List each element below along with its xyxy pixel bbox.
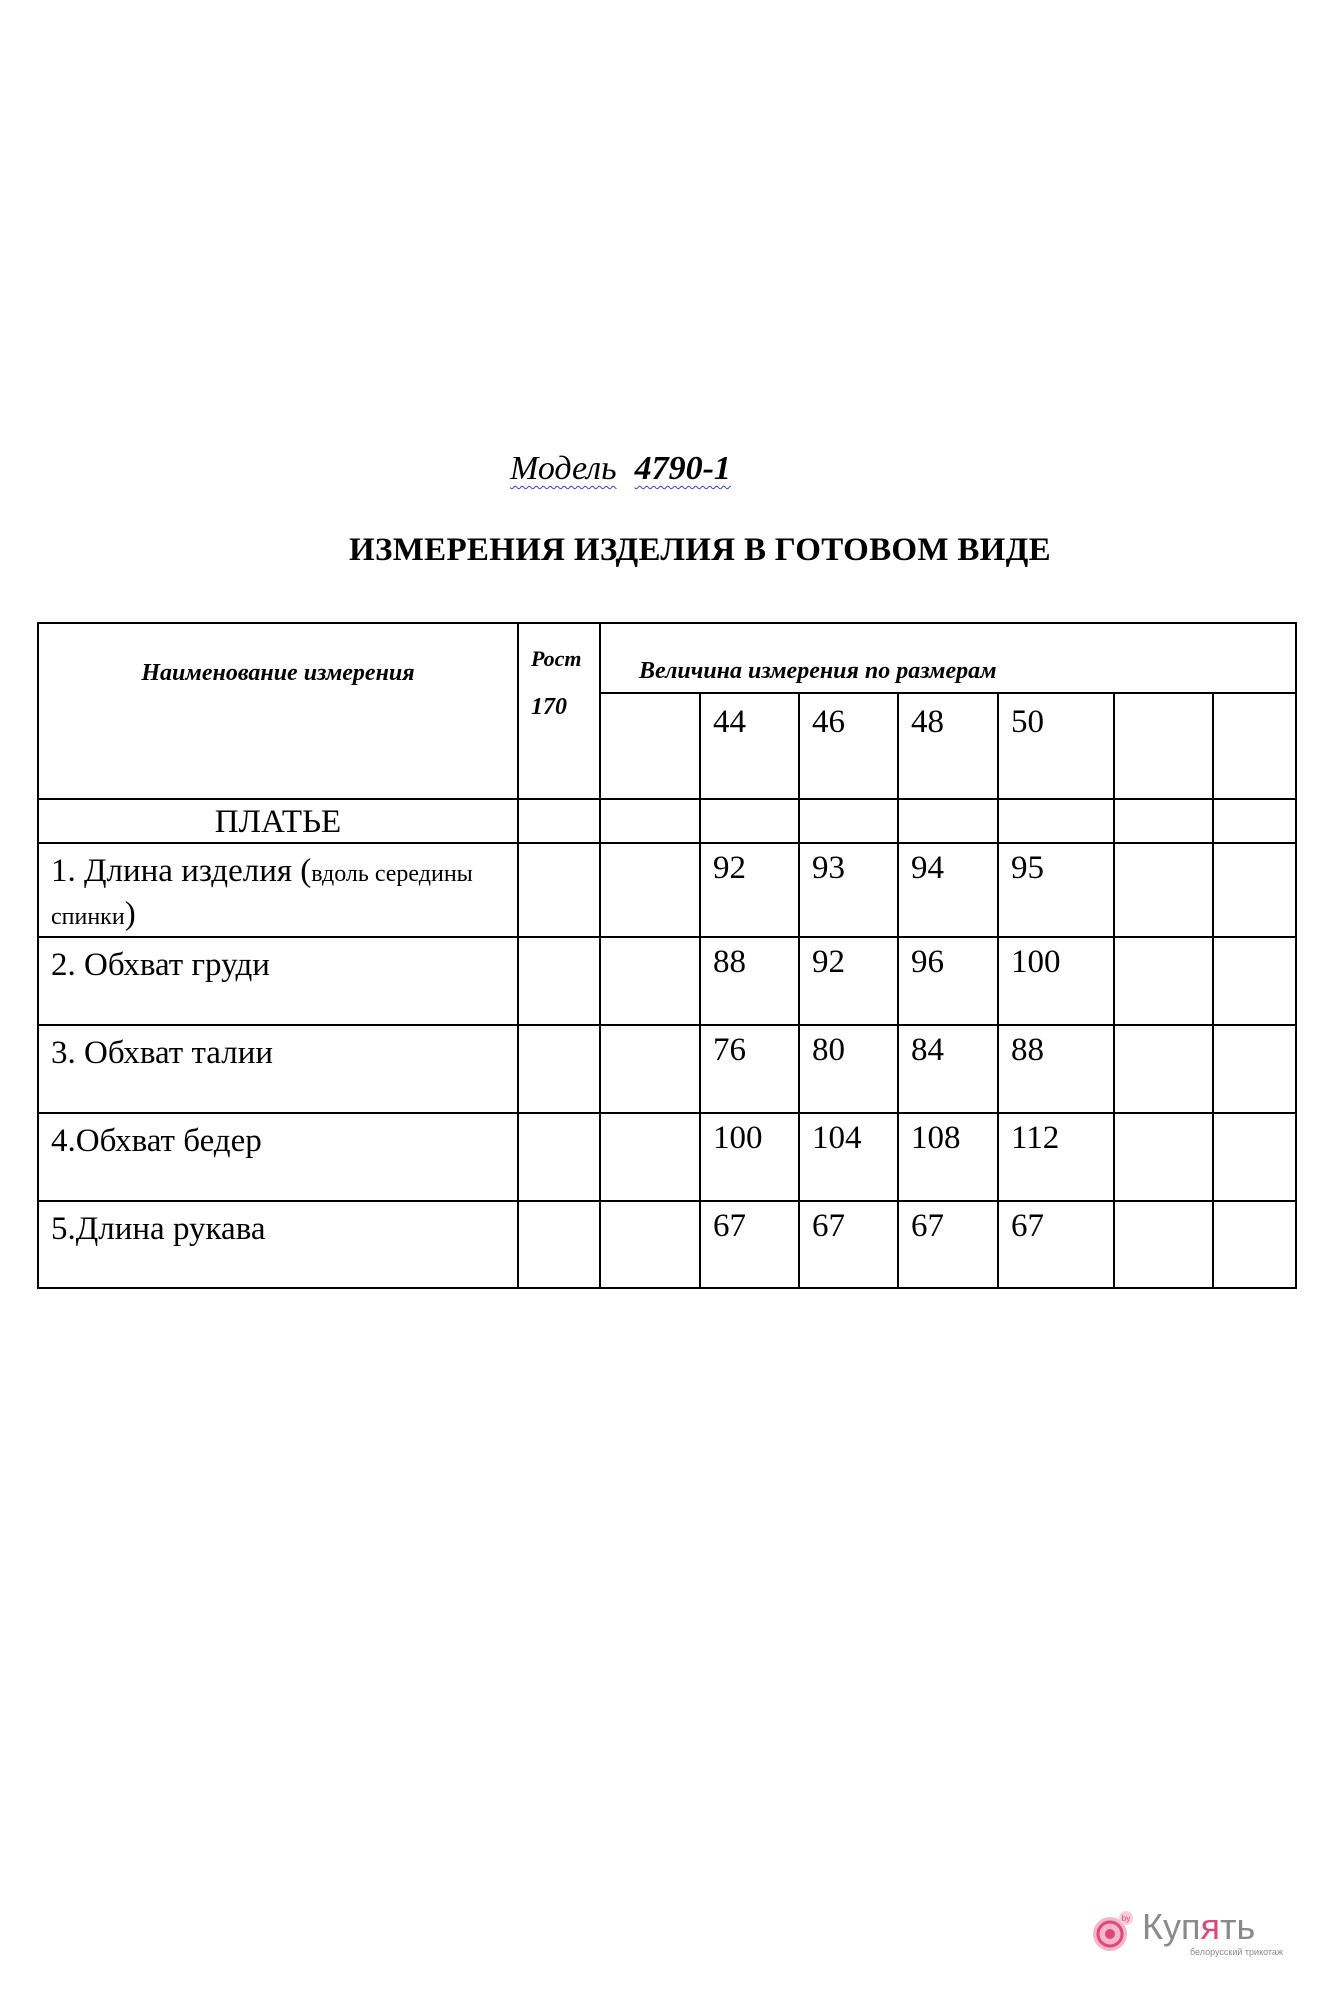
brand-logo xyxy=(1090,1892,1322,1964)
logo-wordmark xyxy=(1142,1906,1255,1948)
section-dress: ПЛАТЬЕ xyxy=(38,799,518,843)
empty-cell xyxy=(600,843,700,937)
row-value: 92 xyxy=(700,843,799,937)
size-44: 44 xyxy=(700,693,799,799)
empty-cell xyxy=(1213,1113,1296,1201)
row-value: 67 xyxy=(700,1201,799,1288)
row-value: 100 xyxy=(998,937,1114,1025)
size-50: 50 xyxy=(998,693,1114,799)
empty-cell xyxy=(518,1201,600,1288)
row-value: 88 xyxy=(700,937,799,1025)
empty-cell xyxy=(518,843,600,937)
table-row xyxy=(38,843,1296,937)
section-row xyxy=(38,799,1296,843)
size-48: 48 xyxy=(898,693,998,799)
empty-cell xyxy=(1114,937,1213,1025)
measurements-table xyxy=(37,622,1297,1289)
row-value: 67 xyxy=(898,1201,998,1288)
row-name: 3. Обхват талии xyxy=(38,1025,518,1113)
empty-cell xyxy=(1114,1201,1213,1288)
row-value: 108 xyxy=(898,1113,998,1201)
empty-cell xyxy=(799,799,898,843)
page-title: ИЗМЕРЕНИЯ ИЗДЕЛИЯ В ГОТОВОМ ВИДЕ xyxy=(349,532,1051,568)
empty-cell xyxy=(898,799,998,843)
height-label: Рост xyxy=(531,646,582,671)
row-name: 2. Обхват груди xyxy=(38,937,518,1025)
model-number: 4790-1 xyxy=(634,450,731,487)
logo-badge: by xyxy=(1121,1914,1131,1923)
empty-cell xyxy=(1213,1025,1296,1113)
empty-cell xyxy=(1114,843,1213,937)
row-name-main: 1. Длина изделия ( xyxy=(51,853,312,889)
empty-cell xyxy=(1213,843,1296,937)
row-value: 112 xyxy=(998,1113,1114,1201)
height-value: 170 xyxy=(531,694,567,720)
empty-cell xyxy=(600,1201,700,1288)
model-label: Модель xyxy=(510,450,617,487)
row-value: 93 xyxy=(799,843,898,937)
model-line xyxy=(510,450,731,488)
table-row xyxy=(38,1025,1296,1113)
height-header xyxy=(518,623,600,799)
empty-cell xyxy=(518,1113,600,1201)
row-value: 95 xyxy=(998,843,1114,937)
row-name xyxy=(38,843,518,937)
empty-cell xyxy=(998,799,1114,843)
row-name: 5.Длина рукава xyxy=(38,1201,518,1288)
logo-text-end: ть xyxy=(1219,1906,1256,1947)
table-row xyxy=(38,1201,1296,1288)
row-name: 4.Обхват бедер xyxy=(38,1113,518,1201)
row-value: 94 xyxy=(898,843,998,937)
logo-tagline: белорусский трикотаж xyxy=(1190,1947,1283,1957)
empty-cell xyxy=(1213,799,1296,843)
empty-cell xyxy=(700,799,799,843)
empty-cell xyxy=(600,1113,700,1201)
measurement-name-header: Наименование измерения xyxy=(38,623,518,799)
row-value: 80 xyxy=(799,1025,898,1113)
values-by-size-header: Величина измерения по размерам xyxy=(600,623,1296,693)
empty-cell xyxy=(1114,693,1213,799)
logo-text-start: Куп xyxy=(1142,1906,1201,1947)
empty-cell xyxy=(600,1025,700,1113)
empty-cell xyxy=(600,937,700,1025)
empty-cell xyxy=(1213,937,1296,1025)
empty-cell xyxy=(518,1025,600,1113)
empty-cell xyxy=(518,799,600,843)
row-name-note: вдоль середины спинки xyxy=(51,861,473,930)
empty-cell xyxy=(600,799,700,843)
empty-cell xyxy=(1114,1113,1213,1201)
row-value: 104 xyxy=(799,1113,898,1201)
empty-cell xyxy=(518,937,600,1025)
size-blank-cell xyxy=(600,693,700,799)
row-value: 67 xyxy=(799,1201,898,1288)
logo-text-accent: я xyxy=(1200,1906,1220,1947)
ball-of-yarn-icon xyxy=(1090,1910,1134,1954)
row-value: 100 xyxy=(700,1113,799,1201)
empty-cell xyxy=(1213,693,1296,799)
row-value: 88 xyxy=(998,1025,1114,1113)
table-row xyxy=(38,1113,1296,1201)
table-row xyxy=(38,937,1296,1025)
row-value: 84 xyxy=(898,1025,998,1113)
empty-cell xyxy=(1213,1201,1296,1288)
row-value: 76 xyxy=(700,1025,799,1113)
size-46: 46 xyxy=(799,693,898,799)
table-header-row xyxy=(38,623,1296,693)
row-name-close: ) xyxy=(124,895,136,932)
row-value: 67 xyxy=(998,1201,1114,1288)
empty-cell xyxy=(1114,1025,1213,1113)
row-value: 96 xyxy=(898,937,998,1025)
empty-cell xyxy=(1114,799,1213,843)
row-value: 92 xyxy=(799,937,898,1025)
